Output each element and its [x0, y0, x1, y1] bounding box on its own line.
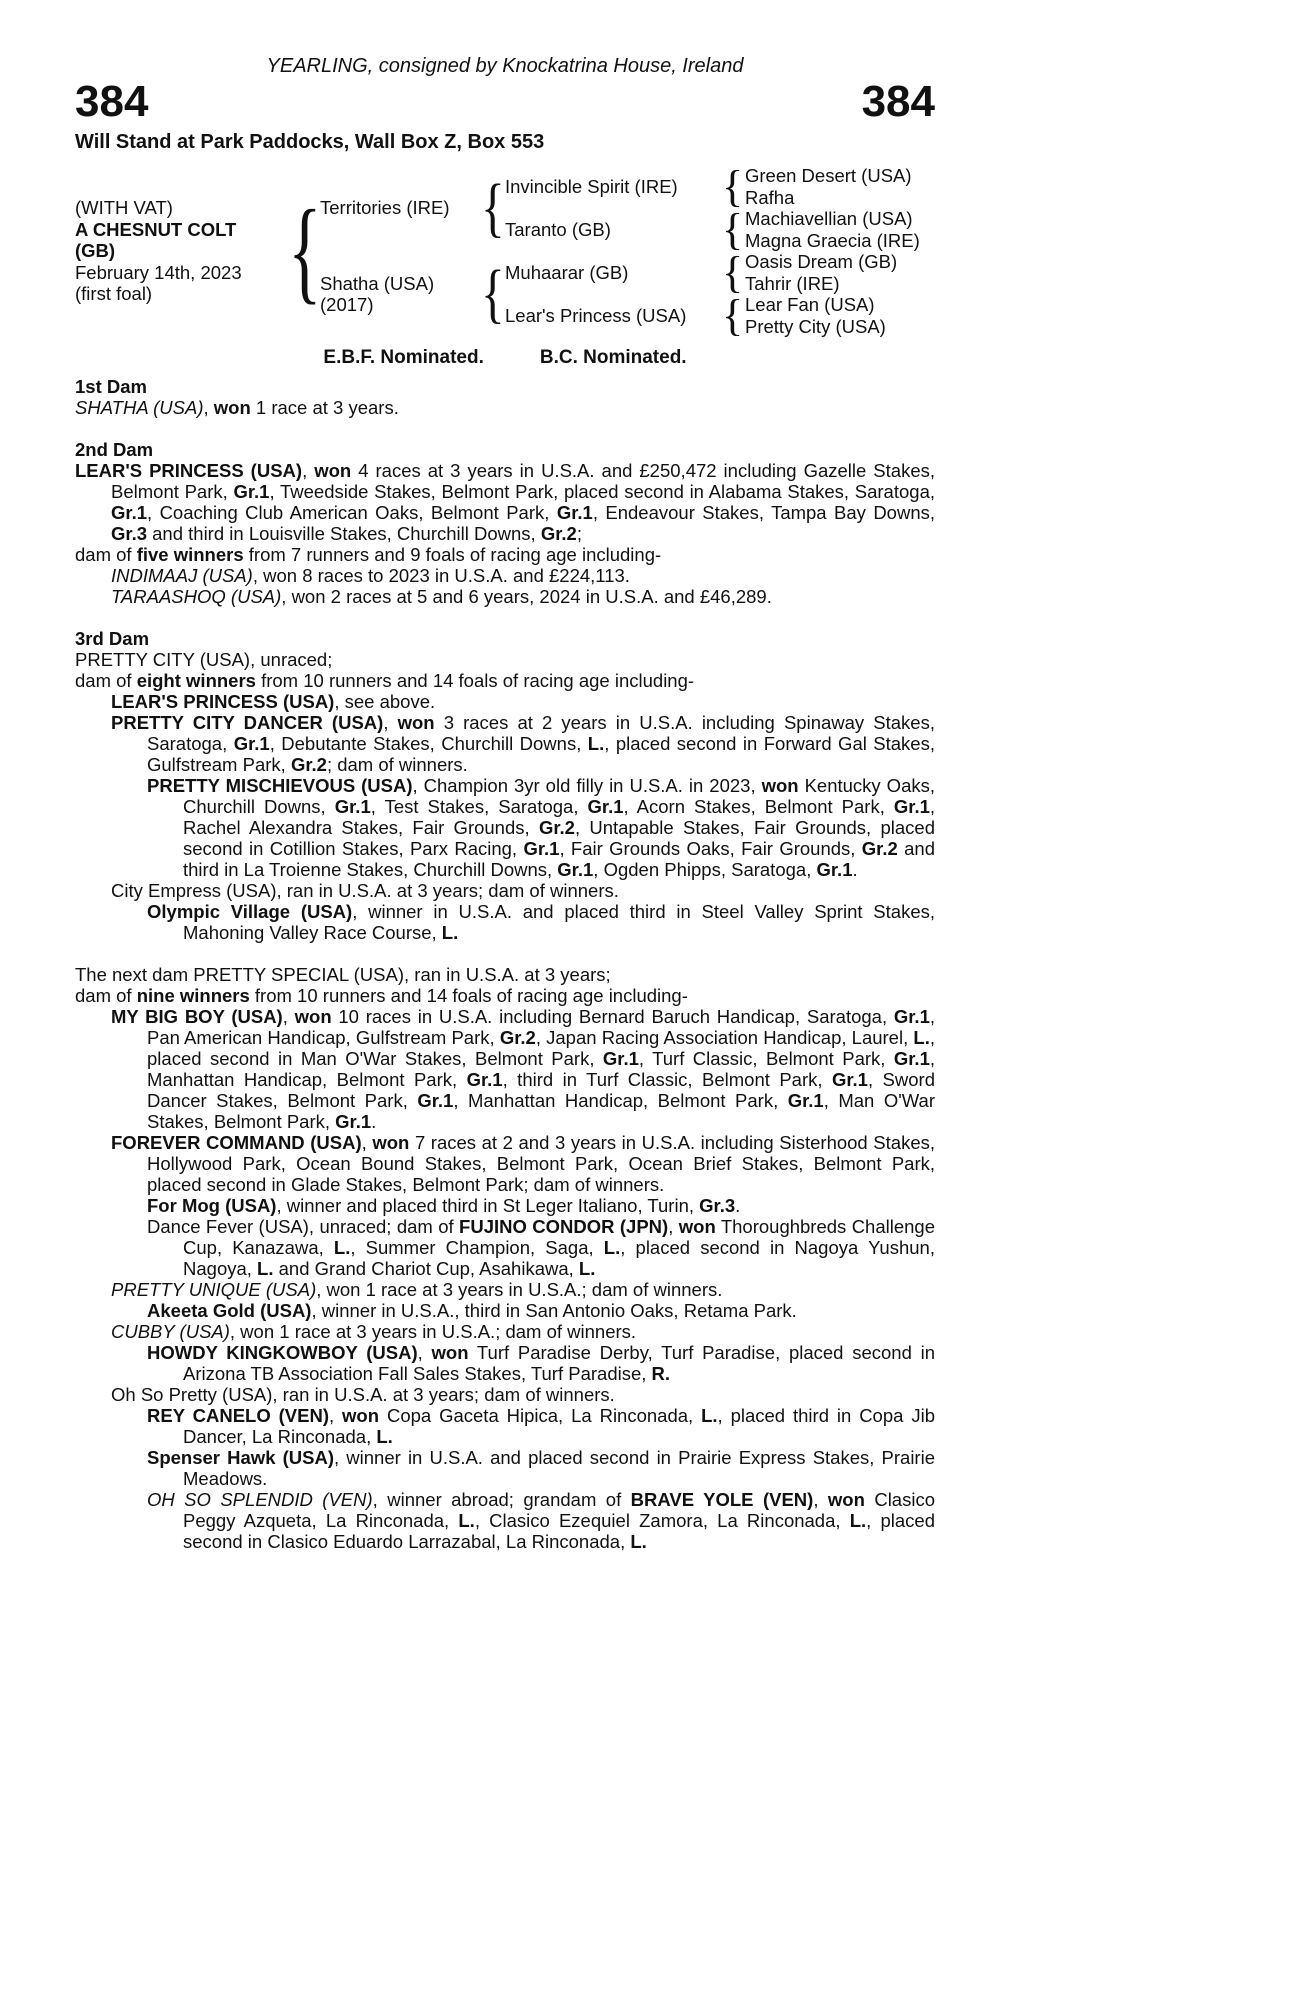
pedigree-paragraph — [75, 712, 935, 775]
text-segment: INDIMAAJ (USA) — [111, 565, 253, 586]
text-segment: Turf Paradise Derby, Turf Paradise, placed second in Arizona TB Association Fall Sales Stakes, Turf Paradise, — [183, 1342, 935, 1384]
text-segment: FUJINO CONDOR (JPN) — [459, 1216, 669, 1237]
text-segment: , Endeavour Stakes, Tampa Bay Downs, — [592, 502, 936, 523]
text-segment: , Clasico Ezequiel Zamora, La Rinconada, — [474, 1510, 850, 1531]
text-segment: 3 races at 2 years in U.S.A. including Spinaway Stakes, Saratoga, — [147, 712, 935, 754]
text-segment: , winner in U.S.A. and placed third in Steel Valley Sprint Stakes, Mahoning Valley Race Course, — [183, 901, 935, 943]
text-segment: and third in Louisville Stakes, Churchill Downs, — [147, 523, 541, 544]
text-segment: , placed second in Nagoya Yushun, Nagoya, — [183, 1237, 935, 1279]
pedigree-paragraph — [75, 1006, 935, 1132]
pedigree-paragraph — [75, 1279, 935, 1300]
text-segment: Gr.1 — [556, 502, 593, 523]
text-segment: ; — [576, 523, 582, 544]
first-foal-note: (first foal) — [75, 283, 153, 305]
text-segment: , Manhattan Handicap, Belmont Park, — [453, 1090, 788, 1111]
pedigree-paragraph — [75, 880, 935, 901]
text-segment: L. — [458, 1510, 475, 1531]
dam-name: Shatha (USA) — [320, 272, 435, 294]
text-segment: Kentucky Oaks, Churchill Downs, — [183, 775, 935, 817]
gen3-name-7: Lear Fan (USA) — [745, 294, 875, 315]
pedigree-paragraph — [75, 1405, 935, 1447]
text-segment: PRETTY UNIQUE (USA) — [111, 1279, 317, 1300]
text-segment: , winner in U.S.A., third in San Antonio Oaks, Retama Park. — [311, 1300, 797, 1321]
text-segment: 4 races at 3 years in U.S.A. and £250,472 including Gazelle Stakes, Belmont Park, — [111, 460, 935, 502]
pedigree-brace-gen2-3: { — [721, 247, 744, 297]
dam-heading: 1st Dam — [75, 376, 147, 397]
pedigree-paragraph — [75, 586, 935, 607]
text-segment: L. — [587, 733, 605, 754]
pedigree-paragraph — [75, 670, 935, 691]
gen3-name-3: Machiavellian (USA) — [745, 208, 913, 229]
gen3-name-1: Green Desert (USA) — [745, 165, 912, 186]
text-segment: 1 race at 3 years. — [250, 397, 399, 418]
damsire-name: Muhaarar (GB) — [505, 261, 629, 283]
pedigree-paragraph — [75, 775, 935, 880]
text-segment: L. — [333, 1237, 351, 1258]
pedigree-paragraph — [75, 1132, 935, 1195]
pedigree-brace-gen2-2: { — [721, 204, 744, 254]
pedigree-paragraph — [75, 964, 935, 985]
text-segment: , placed second in Forward Gal Stakes, Gulfstream Park, — [147, 733, 935, 775]
text-segment: won — [294, 1006, 332, 1027]
text-segment: won — [827, 1489, 865, 1510]
text-segment: , winner in U.S.A. and placed second in Prairie Express Stakes, Prairie Meadows. — [183, 1447, 935, 1489]
pedigree-section — [75, 376, 935, 418]
pedigree-paragraph — [75, 1300, 935, 1321]
lot-number-right: 384 — [861, 77, 935, 126]
text-segment: , Pan American Handicap, Gulfstream Park, — [147, 1006, 935, 1048]
text-segment: , Tweedside Stakes, Belmont Park, placed second in Alabama Stakes, Saratoga, — [269, 481, 935, 502]
pedigree-paragraph — [75, 460, 935, 544]
text-segment: won — [431, 1342, 469, 1363]
text-segment: Oh So Pretty (USA), ran in U.S.A. at 3 years; dam of winners. — [111, 1384, 615, 1405]
text-segment: L. — [376, 1426, 393, 1447]
text-segment: L. — [603, 1237, 621, 1258]
text-segment: from 10 runners and 14 foals of racing age including- — [249, 985, 688, 1006]
pedigree-paragraph — [75, 1447, 935, 1489]
text-segment: from 7 runners and 9 foals of racing age including- — [243, 544, 662, 565]
text-segment: nine winners — [136, 985, 250, 1006]
text-segment: , third in Turf Classic, Belmont Park, — [502, 1069, 832, 1090]
text-segment: Gr.1 — [233, 481, 270, 502]
consignor-line: YEARLING, consigned by Knockatrina House, Ireland — [266, 55, 744, 77]
text-segment: won — [213, 397, 251, 418]
text-segment: , Coaching Club American Oaks, Belmont Park, — [147, 502, 557, 523]
text-segment: , placed second in Clasico Eduardo Larrazabal, La Rinconada, — [183, 1510, 935, 1552]
text-segment: Gr.1 — [893, 796, 930, 817]
text-segment: Spenser Hawk (USA) — [147, 1447, 335, 1468]
text-segment: REY CANELO (VEN) — [147, 1405, 329, 1426]
text-segment: TARAASHOQ (USA) — [111, 586, 282, 607]
second-dam-name: Lear's Princess (USA) — [505, 304, 687, 326]
text-segment: L. — [849, 1510, 867, 1531]
grandsire-name: Invincible Spirit (IRE) — [505, 175, 678, 197]
grandam-name: Taranto (GB) — [505, 218, 611, 240]
text-segment: dam of — [75, 544, 137, 565]
text-segment: , Ogden Phipps, Saratoga, — [593, 859, 817, 880]
gen3-name-6: Tahrir (IRE) — [745, 272, 840, 294]
text-segment: L. — [578, 1258, 596, 1279]
lot-number-row — [75, 77, 935, 126]
pedigree-paragraph — [75, 565, 935, 586]
text-segment: Gr.2 — [538, 817, 575, 838]
text-segment: , see above. — [334, 691, 436, 712]
text-segment: . — [371, 1111, 377, 1132]
text-segment: ; dam of winners. — [326, 754, 468, 775]
text-segment: and third in La Troienne Stakes, Churchill Downs, — [183, 838, 935, 880]
text-segment: Dance Fever (USA), unraced; dam of — [147, 1216, 460, 1237]
text-segment: Gr.1 — [893, 1006, 930, 1027]
text-segment: Akeeta Gold (USA) — [147, 1300, 312, 1321]
text-segment: L. — [257, 1258, 274, 1279]
dam-year: (2017) — [320, 294, 374, 315]
text-segment: , — [417, 1342, 432, 1363]
text-segment: Gr.1 — [587, 796, 624, 817]
text-segment: L. — [441, 922, 459, 943]
pedigree-paragraph — [75, 397, 935, 418]
text-segment: L. — [701, 1405, 718, 1426]
text-segment: , Untapable Stakes, Fair Grounds, placed second in Cotillion Stakes, Parx Racing, — [183, 817, 935, 859]
text-segment: , — [329, 1405, 343, 1426]
text-segment: CUBBY (USA) — [111, 1321, 230, 1342]
text-segment: L. — [630, 1531, 647, 1552]
pedigree-brace-sire: { — [480, 170, 505, 244]
text-segment: , placed second in Man O'War Stakes, Belmont Park, — [147, 1027, 935, 1069]
text-segment: , placed third in Copa Jib Dancer, La Rinconada, — [183, 1405, 935, 1447]
text-segment: 7 races at 2 and 3 years in U.S.A. including Sisterhood Stakes, Hollywood Park, Ocean Bound Stakes, Belmont Park, Ocean Brief Stakes, Belmont Park, placed second in Glade Stakes, Belmont Park; dam of winners. — [147, 1132, 935, 1195]
text-segment: Gr.1 — [335, 1111, 372, 1132]
text-segment: and Grand Chariot Cup, Asahikawa, — [273, 1258, 579, 1279]
text-segment: Gr.1 — [893, 1048, 930, 1069]
text-segment: HOWDY KINGKOWBOY (USA) — [147, 1342, 418, 1363]
text-segment: won — [372, 1132, 410, 1153]
text-segment: Gr.3 — [699, 1195, 736, 1216]
text-segment: Gr.3 — [111, 523, 147, 544]
text-segment: , won 8 races to 2023 in U.S.A. and £224,113. — [252, 565, 630, 586]
text-segment: , — [302, 460, 315, 481]
text-segment: , Manhattan Handicap, Belmont Park, — [147, 1048, 935, 1090]
text-segment: , — [383, 712, 398, 733]
text-segment: Gr.1 — [816, 859, 853, 880]
catalogue-text — [75, 376, 935, 1552]
text-segment: PRETTY MISCHIEVOUS (USA) — [147, 775, 413, 796]
text-segment: , won 1 race at 3 years in U.S.A.; dam of winners. — [229, 1321, 637, 1342]
text-segment: , Sword Dancer Stakes, Belmont Park, — [147, 1069, 935, 1111]
pedigree-paragraph — [75, 901, 935, 943]
text-segment: OH SO SPLENDID (VEN) — [147, 1489, 373, 1510]
text-segment: Gr.1 — [557, 859, 594, 880]
pedigree-section — [75, 964, 935, 1552]
pedigree-paragraph — [75, 1384, 935, 1405]
vat-note: (WITH VAT) — [75, 197, 173, 219]
gen3-name-2: Rafha — [745, 186, 795, 208]
text-segment: Gr.1 — [111, 502, 147, 523]
text-segment: Gr.1 — [523, 838, 560, 859]
pedigree-paragraph — [75, 649, 935, 670]
pedigree-section — [75, 439, 935, 607]
text-segment: Gr.2 — [499, 1027, 536, 1048]
text-segment: from 10 runners and 14 foals of racing age including- — [255, 670, 695, 691]
text-segment: dam of — [75, 670, 137, 691]
text-segment: . — [735, 1195, 741, 1216]
pedigree-paragraph — [75, 544, 935, 565]
colt-country-suffix: (GB) — [75, 240, 116, 262]
text-segment: Gr.1 — [417, 1090, 454, 1111]
text-segment: won — [342, 1405, 380, 1426]
text-segment: , — [668, 1216, 679, 1237]
text-segment: R. — [651, 1363, 671, 1384]
text-segment: , — [282, 1006, 295, 1027]
pedigree-brace-gen2-1: { — [721, 161, 744, 211]
pedigree-paragraph — [75, 985, 935, 1006]
text-segment: Gr.1 — [466, 1069, 503, 1090]
gen3-name-5: Oasis Dream (GB) — [745, 251, 898, 272]
text-segment: Gr.1 — [831, 1069, 868, 1090]
pedigree-paragraph — [75, 1321, 935, 1342]
text-segment: SHATHA (USA) — [75, 397, 204, 418]
text-segment: Gr.2 — [290, 754, 327, 775]
text-segment: , Acorn Stakes, Belmont Park, — [623, 796, 894, 817]
colt-description: A CHESNUT COLT — [75, 218, 237, 240]
text-segment: , Champion 3yr old filly in U.S.A. in 2023, — [412, 775, 762, 796]
text-segment: won — [678, 1216, 716, 1237]
text-segment: won — [397, 712, 435, 733]
bc-nomination: B.C. Nominated. — [539, 347, 687, 368]
text-segment: Gr.2 — [540, 523, 577, 544]
text-segment: , Man O'War Stakes, Belmont Park, — [147, 1090, 935, 1132]
text-segment: For Mog (USA) — [147, 1195, 277, 1216]
foaling-date: February 14th, 2023 — [75, 261, 242, 283]
text-segment: , Rachel Alexandra Stakes, Fair Grounds, — [183, 796, 936, 838]
pedigree-paragraph — [75, 1342, 935, 1384]
lot-number-left: 384 — [75, 77, 149, 126]
gen3-name-4: Magna Graecia (IRE) — [745, 229, 920, 251]
nominations-line — [75, 347, 935, 368]
text-segment: , Summer Champion, Saga, — [350, 1237, 604, 1258]
text-segment: Thoroughbreds Challenge Cup, Kanazawa, — [183, 1216, 936, 1258]
dam-heading: 3rd Dam — [75, 628, 150, 649]
text-segment: Clasico Peggy Azqueta, La Rinconada, — [183, 1489, 935, 1531]
text-segment: MY BIG BOY (USA) — [111, 1006, 283, 1027]
pedigree-paragraph — [75, 1216, 935, 1279]
text-segment: LEAR'S PRINCESS (USA) — [111, 691, 335, 712]
stand-location-line: Will Stand at Park Paddocks, Wall Box Z, Box 553 — [75, 131, 545, 153]
text-segment: , won 1 race at 3 years in U.S.A.; dam of winners. — [316, 1279, 723, 1300]
colt-details — [75, 165, 290, 337]
pedigree-paragraph — [75, 1489, 935, 1552]
text-segment: , won 2 races at 5 and 6 years, 2024 in U.S.A. and £46,289. — [281, 586, 772, 607]
text-segment: , — [203, 397, 214, 418]
pedigree-brace-outer: { — [288, 186, 322, 315]
pedigree-paragraph — [75, 691, 935, 712]
text-segment: Gr.2 — [861, 838, 898, 859]
text-segment: BRAVE YOLE (VEN) — [630, 1489, 814, 1510]
text-segment: won — [761, 775, 799, 796]
pedigree-brace-dam: { — [480, 256, 505, 330]
catalogue-page — [75, 0, 935, 1552]
text-segment: PRETTY CITY DANCER (USA) — [111, 712, 384, 733]
text-segment: L. — [913, 1027, 930, 1048]
sire-name: Territories (IRE) — [320, 197, 450, 219]
text-segment: . — [852, 859, 858, 880]
text-segment: 10 races in U.S.A. including Bernard Baruch Handicap, Saratoga, — [331, 1006, 894, 1027]
text-segment: , Test Stakes, Saratoga, — [370, 796, 588, 817]
text-segment: dam of — [75, 985, 137, 1006]
text-segment: , — [813, 1489, 828, 1510]
dam-heading: 2nd Dam — [75, 439, 154, 460]
text-segment: , Japan Racing Association Handicap, Laurel, — [535, 1027, 914, 1048]
pedigree-paragraph — [75, 1195, 935, 1216]
text-segment: Copa Gaceta Hipica, La Rinconada, — [379, 1405, 702, 1426]
text-segment: , winner and placed third in St Leger Italiano, Turin, — [276, 1195, 700, 1216]
text-segment: Gr.1 — [233, 733, 270, 754]
text-segment: , Fair Grounds Oaks, Fair Grounds, — [559, 838, 862, 859]
text-segment: won — [314, 460, 352, 481]
text-segment: Gr.1 — [334, 796, 371, 817]
text-segment: , Turf Classic, Belmont Park, — [638, 1048, 894, 1069]
text-segment: LEAR'S PRINCESS (USA) — [75, 460, 303, 481]
text-segment: , winner abroad; grandam of — [372, 1489, 631, 1510]
text-segment: Olympic Village (USA) — [147, 901, 353, 922]
gen3-name-8: Pretty City (USA) — [745, 315, 886, 337]
text-segment: City Empress (USA), ran in U.S.A. at 3 years; dam of winners. — [111, 880, 619, 901]
text-segment: Gr.1 — [787, 1090, 824, 1111]
text-segment: Gr.1 — [602, 1048, 639, 1069]
text-segment: FOREVER COMMAND (USA) — [111, 1132, 362, 1153]
text-segment: five winners — [136, 544, 244, 565]
text-segment: , — [361, 1132, 373, 1153]
ebf-nomination: E.B.F. Nominated. — [323, 347, 484, 368]
text-segment: , Debutante Stakes, Churchill Downs, — [269, 733, 588, 754]
text-segment: eight winners — [136, 670, 256, 691]
text-segment: The next dam PRETTY SPECIAL (USA), ran in U.S.A. at 3 years; — [75, 964, 611, 985]
pedigree-table — [75, 161, 935, 340]
pedigree-section — [75, 628, 935, 943]
dam-block — [320, 251, 480, 337]
text-segment: PRETTY CITY (USA), unraced; — [75, 649, 333, 670]
pedigree-brace-gen2-4: { — [721, 290, 744, 340]
